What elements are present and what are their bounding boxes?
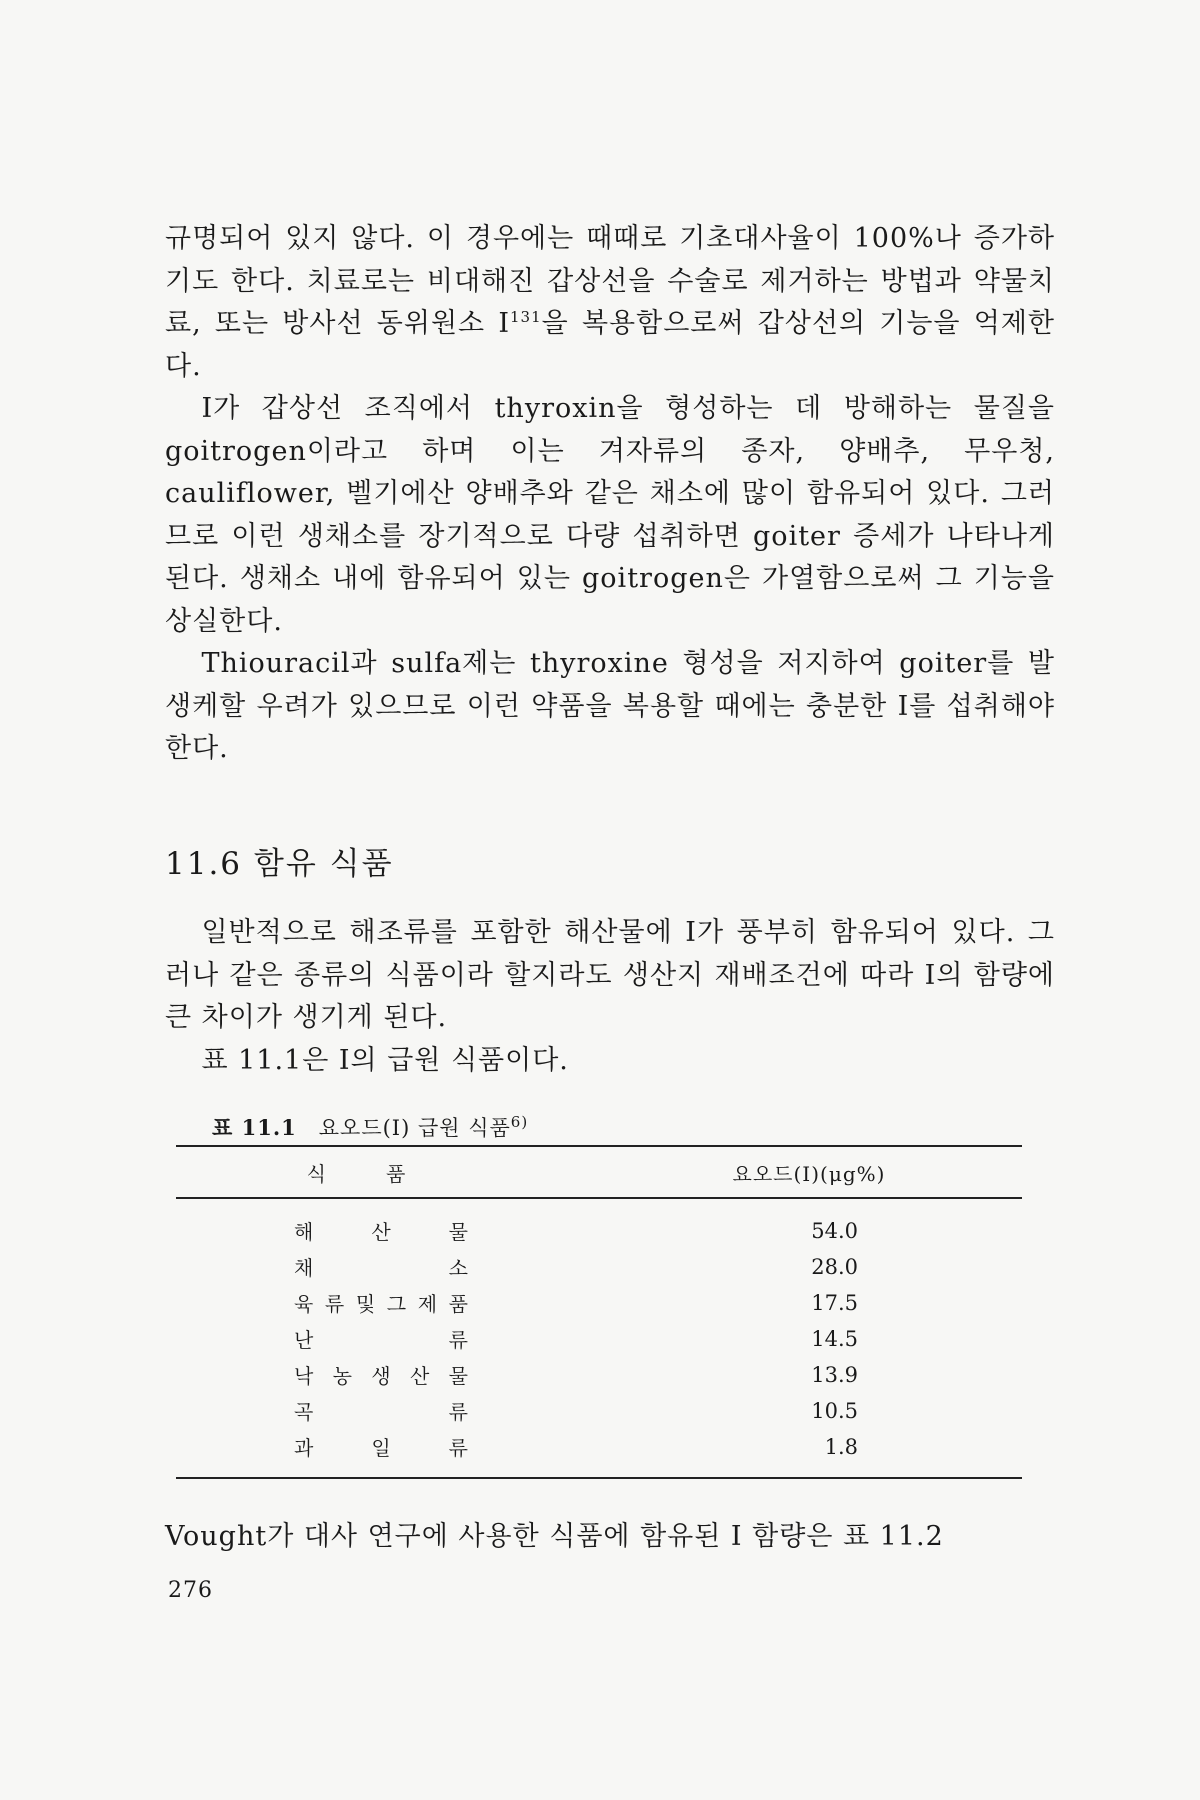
food-name-char: 물 (448, 1364, 468, 1388)
table-caption-number: 표 11.1 (212, 1115, 297, 1140)
food-name (294, 1324, 468, 1353)
table-caption-ref: 6) (510, 1113, 529, 1131)
food-name (294, 1396, 468, 1425)
food-name-char: 과 (294, 1436, 314, 1460)
iodine-value: 1.8 (824, 1434, 858, 1459)
table-row (176, 1249, 1022, 1285)
food-name-char: 육 (294, 1292, 314, 1316)
paragraph-table-ref: 표 11.1은 I의 급원 식품이다. (201, 1044, 569, 1076)
food-name-char: 및 (355, 1292, 376, 1316)
food-name-char: 류 (324, 1292, 345, 1316)
paragraph-thiouracil: Thiouracil과 sulfa제는 thyroxine 형성을 저지하여 goiter를 발생케할 우려가 있으므로 이런 약품을 복용할 때에는 충분한 I를 섭취해야 한다. (165, 648, 1055, 764)
iodine-value: 17.5 (811, 1290, 858, 1315)
food-name-char: 생 (371, 1364, 391, 1388)
iodine-value: 54.0 (811, 1218, 858, 1243)
iodine-value: 14.5 (811, 1326, 858, 1351)
iodine-table (176, 1145, 1022, 1479)
paragraph-vought: Vought가 대사 연구에 사용한 식품에 함유된 I 함량은 표 11.2 (165, 1521, 944, 1552)
top-text (165, 218, 1055, 771)
food-name-char: 채 (294, 1256, 314, 1280)
food-name (294, 1252, 468, 1281)
isotope-mass: 131 (510, 308, 542, 326)
food-name-char: 그 (386, 1292, 407, 1316)
section-text (165, 912, 1055, 1082)
food-name (294, 1432, 468, 1461)
table-body (176, 1199, 1022, 1477)
food-name-char: 일 (371, 1436, 391, 1460)
food-name-char: 농 (332, 1364, 352, 1388)
table-row (176, 1321, 1022, 1357)
food-name (294, 1216, 468, 1245)
food-name-char: 산 (409, 1364, 430, 1388)
paragraph-goitrogen: I가 갑상선 조직에서 thyroxin을 형성하는 데 방해하는 물질을 goitrogen이라고 하며 이는 겨자류의 종자, 양배추, 무우청, cauliflower, 벨기에산 양배추와 같은 채소에 많이 함유되어 있다. 그러므로 이런 생채소를 장기적으로 다량 섭취하면 goiter 증세가 나타나게 된다. 생채소 내에 함유되어 있는 goitrogen은 가열함으로써 그 기능을 상실한다. (165, 393, 1055, 637)
food-name (294, 1288, 468, 1317)
table-row (176, 1429, 1022, 1465)
table-row (176, 1213, 1022, 1249)
paragraph-treatment (165, 218, 1055, 388)
paragraph-treatment-text: 규명되어 있지 않다. 이 경우에는 때때로 기초대사율이 100%나 증가하기도 한다. 치료로는 비대해진 갑상선을 수술로 제거하는 방법과 약물치료, 또는 방사선 동위원소 (165, 223, 1055, 339)
iodine-value: 13.9 (811, 1362, 858, 1387)
food-name-char: 산 (371, 1220, 391, 1244)
table-header (176, 1147, 1022, 1197)
iodine-value: 10.5 (811, 1398, 858, 1423)
table-row (176, 1357, 1022, 1393)
iodine-value: 28.0 (811, 1254, 858, 1279)
food-name-char: 물 (448, 1220, 468, 1244)
bottom-text (165, 1516, 1055, 1559)
food-name-char: 품 (448, 1292, 468, 1316)
table-caption-title: 요오드(I) 급원 식품 (318, 1116, 511, 1140)
food-name-char: 곡 (294, 1400, 314, 1424)
food-name-char: 낙 (294, 1364, 314, 1388)
food-name (294, 1360, 468, 1389)
table-row (176, 1393, 1022, 1429)
header-iodine: 요오드(I)(μg%) (732, 1161, 886, 1186)
table-bottom-rule (176, 1477, 1022, 1480)
isotope-after: 을 복용함으로써 갑상선의 기능을 억제한다. (165, 308, 1055, 382)
food-name-char: 류 (448, 1328, 468, 1352)
table-caption (212, 1112, 528, 1142)
isotope-symbol: I (498, 308, 511, 339)
food-name-char: 류 (448, 1400, 468, 1424)
page-number: 276 (168, 1578, 213, 1603)
paragraph-seafood: 일반적으로 해조류를 포함한 해산물에 I가 풍부히 함유되어 있다. 그러나 같은 종류의 식품이라 할지라도 생산지 재배조건에 따라 I의 함량에 큰 차이가 생기게 된다. (165, 917, 1055, 1033)
food-name-char: 소 (448, 1256, 468, 1280)
food-name-char: 류 (448, 1436, 468, 1460)
food-name-char: 난 (294, 1328, 314, 1352)
food-name-char: 제 (417, 1292, 438, 1316)
table-row (176, 1285, 1022, 1321)
header-food: 식품 (306, 1161, 466, 1186)
food-name-char: 해 (294, 1220, 314, 1244)
section-heading: 11.6 함유 식품 (165, 846, 394, 882)
